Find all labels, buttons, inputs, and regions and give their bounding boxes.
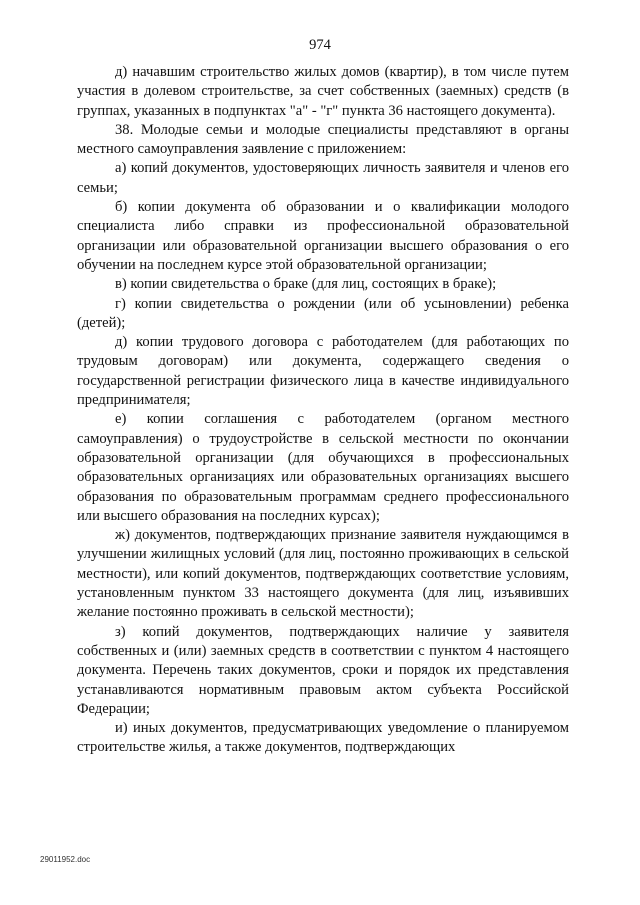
paragraph: и) иных документов, предусматривающих уведомление о планируемом строительстве жилья, а также документов, подтверждающих <box>77 720 569 756</box>
paragraph: в) копии свидетельства о браке (для лиц, состоящих в браке); <box>115 276 497 293</box>
paragraph: д) начавшим строительство жилых домов (квартир), в том числе путем участия в долевом строительстве, за счет собственных (заемных) средств (в группах, указанных в подпунктах "а" - "г" пункта 36 настоящего документа). <box>77 64 569 119</box>
document-body <box>77 63 569 758</box>
paragraph: д) копии трудового договора с работодателем (для работающих по трудовым договорам) или документа, содержащего сведения о государственной регистрации физического лица в качестве индивидуального предпринимателя; <box>77 334 569 409</box>
page-number: 974 <box>309 37 331 53</box>
file-name-footer: 29011952.doc <box>40 855 91 864</box>
paragraph: з) копий документов, подтверждающих наличие у заявителя собственных и (или) заемных средств в соответствии с пунктом 4 настоящего документа. Перечень таких документов, сроки и порядок их представления устанавливаются нормативным правовым актом субъекта Российской Федерации; <box>77 623 569 717</box>
paragraph: е) копии соглашения с работодателем (органом местного самоуправления) о трудоустройстве в сельской местности по окончании образовательной организации (для обучающихся в профессиональных образовательных организациях или образовательных организациях высшего образования по образовательным программам среднего профессионального или высшего образования на последних курсах); <box>77 411 569 524</box>
paragraph: а) копий документов, удостоверяющих личность заявителя и членов его семьи; <box>77 160 569 196</box>
paragraph: ж) документов, подтверждающих признание заявителя нуждающимся в улучшении жилищных условий (для лиц, постоянно проживающих в сельской местности), или копий документов, подтверждающих соответствие условиям, установленным пунктом 33 настоящего документа (для лиц, изъявивших желание постоянно проживать в сельской местности); <box>77 527 569 621</box>
paragraph: б) копии документа об образовании и о квалификации молодого специалиста либо справки из профессиональной образовательной организации или образовательной организации высшего образования о его обучении на последнем курсе этой образовательной организации; <box>77 199 569 273</box>
paragraph: г) копии свидетельства о рождении (или об усыновлении) ребенка (детей); <box>77 295 569 331</box>
paragraph: 38. Молодые семьи и молодые специалисты представляют в органы местного самоуправления заявление с приложением: <box>77 121 569 158</box>
